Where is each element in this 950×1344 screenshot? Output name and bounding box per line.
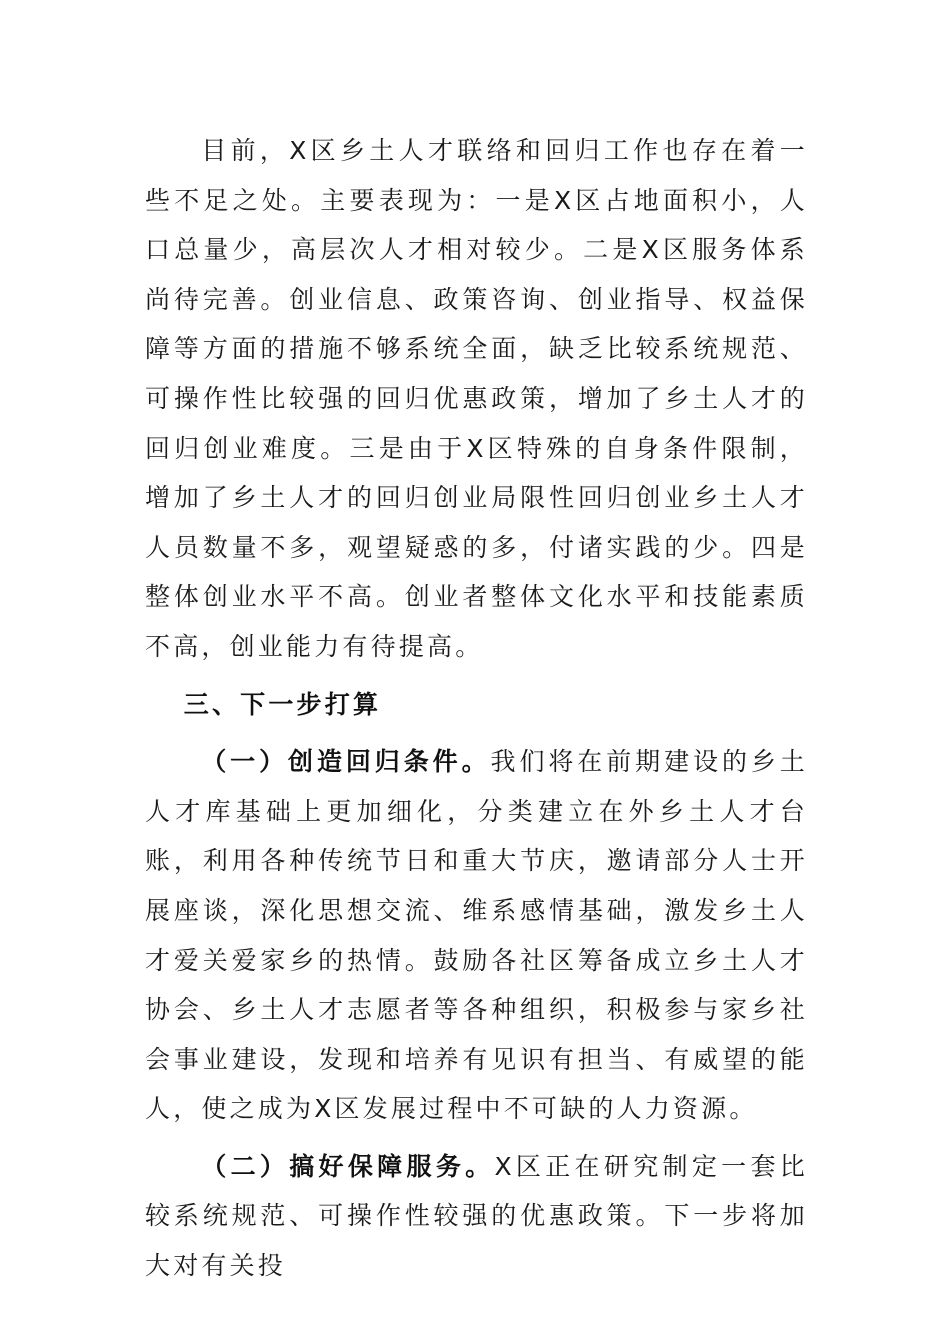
item-2-body: X区正在研究制定一套比较系统规范、可操作性较强的优惠政策。下一步将加大对有关投 <box>145 1151 808 1281</box>
item-1-body: 我们将在前期建设的乡土人才库基础上更加细化，分类建立在外乡土人才台账，利用各种传统节日和重大节庆，邀请部分人士开展座谈，深化思想交流、维系感情基础，激发乡土人才爱关爱家乡的热情。鼓励各社区筹备成立乡土人才协会、乡土人才志愿者等各种组织，积极参与家乡社会事业建设，发现和培养有见识有担当、有威望的能人，使之成为X区发展过程中不可缺的人力资源。 <box>145 747 808 1124</box>
item-2-lead: （二）搞好保障服务。 <box>201 1151 495 1181</box>
item-1-lead: （一）创造回归条件。 <box>201 747 491 777</box>
paragraph-item-2 <box>145 1142 808 1291</box>
paragraph-item-1 <box>145 737 808 1134</box>
section-heading-next-steps: 三、下一步打算 <box>183 689 382 719</box>
document-body <box>145 126 808 1291</box>
paragraph-shortcomings: 目前，X区乡土人才联络和回归工作也存在着一些不足之处。主要表现为：一是X区占地面积小，人口总量少，高层次人才相对较少。二是X区服务体系尚待完善。创业信息、政策咨询、创业指导、权益保障等方面的措施不够系统全面，缺乏比较系统规范、可操作性比较强的回归优惠政策，增加了乡土人才的回归创业难度。三是由于X区特殊的自身条件限制，增加了乡土人才的回归创业局限性回归创业乡土人才人员数量不多，观望疑惑的多，付诸实践的少。四是整体创业水平不高。创业者整体文化水平和技能素质不高，创业能力有待提高。 <box>145 136 808 661</box>
